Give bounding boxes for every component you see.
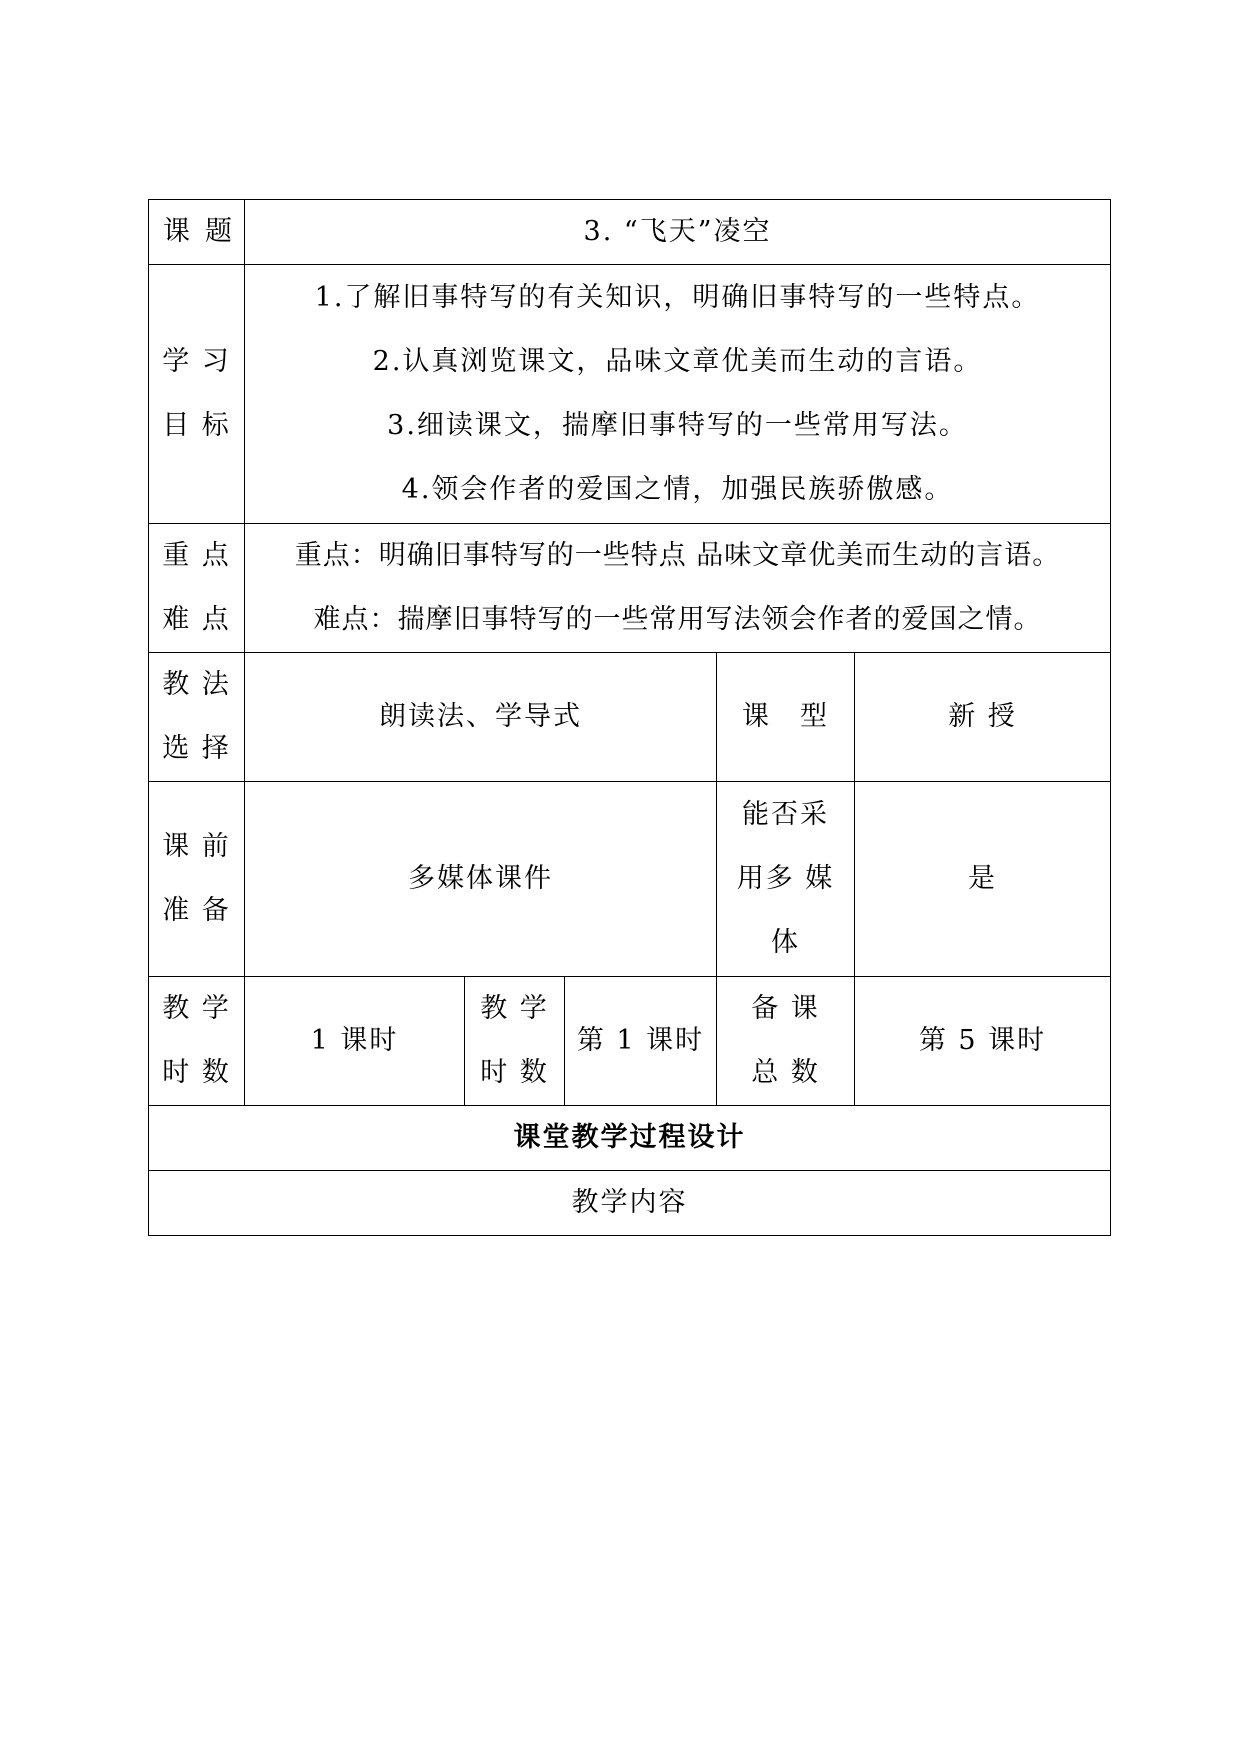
keypoint-item: 难点：揣摩旧事特写的一些常用写法领会作者的爱国之情。 xyxy=(313,604,1042,635)
multimedia-label: 能否采 用多 媒 体 xyxy=(717,782,855,977)
title-label: 课 题 xyxy=(163,216,234,247)
prep-label: 课 前 准 备 xyxy=(149,782,245,977)
total-value: 第 5 课时 xyxy=(855,977,1111,1106)
total-label: 备 课 总 数 xyxy=(717,977,855,1106)
lesson-title: 3. “飞天”凌空 xyxy=(245,200,1111,265)
lesson-plan-table xyxy=(148,199,1111,1236)
lesson-plan-sheet xyxy=(148,199,1110,1236)
hours-label: 教 学 时 数 xyxy=(149,977,245,1106)
objective-item: 3.细读课文，揣摩旧事特写的一些常用写法。 xyxy=(387,410,968,441)
prep-row xyxy=(149,782,1111,977)
keypoints-row xyxy=(149,524,1111,653)
title-row xyxy=(149,200,1111,265)
objectives-row xyxy=(149,265,1111,524)
objective-item: 4.领会作者的爱国之情，加强民族骄傲感。 xyxy=(401,474,954,505)
keypoints-label: 重 点 难 点 xyxy=(149,524,245,653)
process-heading: 课堂教学过程设计 xyxy=(149,1106,1111,1171)
objective-item: 1.了解旧事特写的有关知识，明确旧事特写的一些特点。 xyxy=(314,282,1041,313)
objectives-label: 学 习 目 标 xyxy=(149,265,245,524)
method-row xyxy=(149,653,1111,782)
type-label: 课 型 xyxy=(717,653,855,782)
hours-label-2: 教 学 时 数 xyxy=(465,977,565,1106)
keypoint-item: 重点：明确旧事特写的一些特点 品味文章优美而生动的言语。 xyxy=(294,540,1061,571)
objective-item: 2.认真浏览课文，品味文章优美而生动的言语。 xyxy=(372,346,983,377)
multimedia-value: 是 xyxy=(855,782,1111,977)
type-value: 新 授 xyxy=(855,653,1111,782)
objectives-list xyxy=(245,265,1111,524)
keypoints-text xyxy=(245,524,1111,653)
method-label: 教 法 选 择 xyxy=(149,653,245,782)
process-heading-row xyxy=(149,1106,1111,1171)
content-heading-row xyxy=(149,1171,1111,1236)
hours-value-2: 第 1 课时 xyxy=(565,977,717,1106)
prep-value: 多媒体课件 xyxy=(245,782,717,977)
hours-value: 1 课时 xyxy=(245,977,465,1106)
method-value: 朗读法、学导式 xyxy=(245,653,717,782)
hours-row xyxy=(149,977,1111,1106)
title-label-cell xyxy=(149,200,245,265)
content-heading: 教学内容 xyxy=(149,1171,1111,1236)
